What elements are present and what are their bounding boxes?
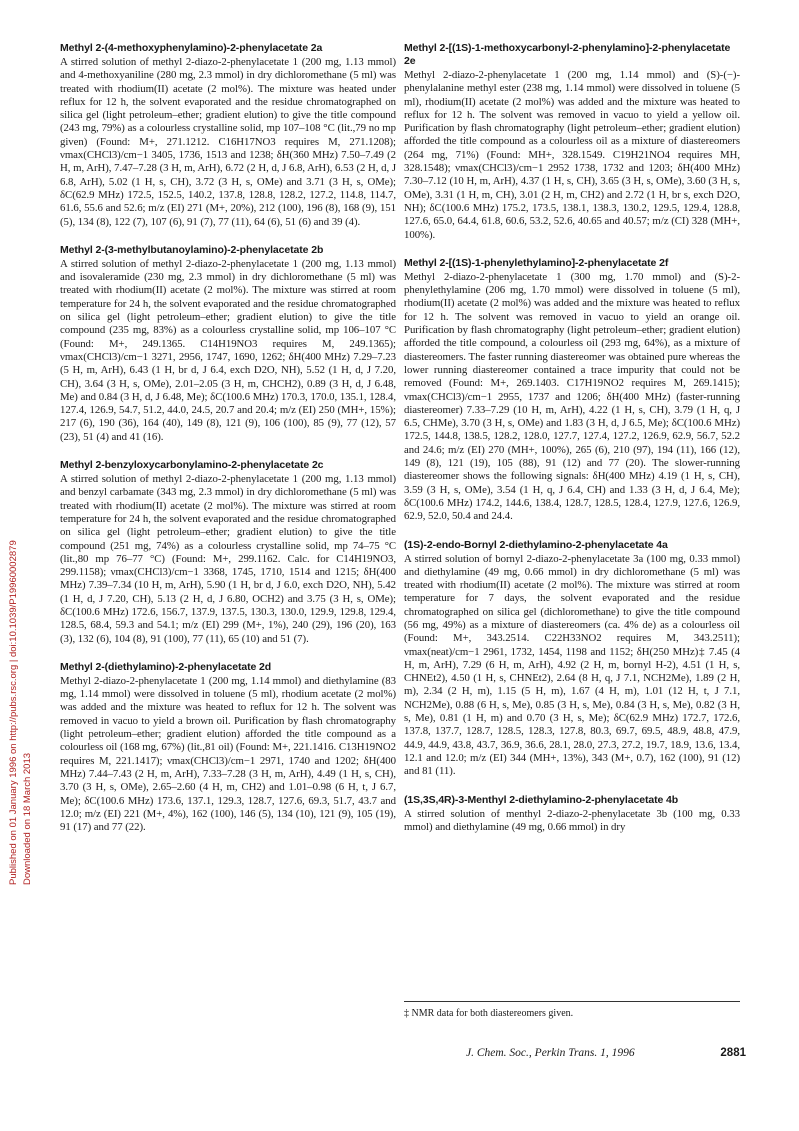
compound-entry-2e [404,42,740,242]
entry-body: A stirred solution of methyl 2-diazo-2-phenylacetate 1 (200 mg, 1.13 mmol) and isovaleramide (230 mg, 2.3 mmol) in dry dichloromethane (5 ml) was treated with rhodium(II) acetate (2 mol%). The mixture was stirred at room temperature for 24 h, the solvent evaporated and the residue chromatographed on silica gel (light petroleum–ether; gradient elution) to give the title compound (235 mg, 83%) as a colourless crystalline solid, mp 106–107 °C (Found: M+, 249.1365. C14H19NO3 requires M, 249.1365); νmax(CHCl3)/cm−1 3271, 2956, 1747, 1690, 1262; δH(400 MHz) 7.29–7.23 (5 H, m, ArH), 6.43 (1 H, br d, J 6.4, exch D2O, NH), 5.52 (1 H, d, J 7.20, CH), 3.64 (3 H, s, OMe), 2.01–2.05 (3 H, m, CHCH2), 0.89 (3 H, d, J 6.48, Me) and 0.84 (3 H, d, J 6.48, Me); δC(100.6 MHz) 170.3, 170.0, 135.1, 128.4, 127.4, 126.9, 54.7, 51.2, 44.0, 24.5, 20.7 and 20.4; m/z (EI) 250 (MH+, 15%); 217 (6), 190 (36), 164 (40), 149 (8), 121 (9), 106 (100), 85 (9), 77 (12), 57 (23), 51 (4) and 41 (16). [60,257,396,443]
page-number: 2881 [720,1047,746,1059]
entry-body: A stirred solution of methyl 2-diazo-2-phenylacetate 1 (200 mg, 1.13 mmol) and 4-methoxyaniline (280 mg, 2.3 mmol) in dry dichloromethane (5 ml) was treated with rhodium(II) acetate (2 mol%). The mixture was heated under reflux for 12 h, the solvent evaporated and the residue chromatographed on silica gel (light petroleum–ether; gradient elution) to give the title compound (243 mg, 79%) as a colourless crystalline solid, mp 107–108 °C (lit.,79 no mp given) (Found: M+, 271.1212. C16H17NO3 requires M, 271.1208); νmax(CHCl3)/cm−1 3405, 1736, 1513 and 1238; δH(360 MHz) 7.50–7.49 (2 H, m, ArH), 7.47–7.28 (3 H, m, ArH), 6.72 (2 H, d, J 6.8, ArH), 6.53 (2 H, d, J 6.8, ArH), 5.02 (1 H, s, CH), 3.72 (3 H, s, OMe) and 3.71 (3 H, s, OMe); δC(62.9 MHz) 172.5, 152.5, 140.2, 137.8, 128.8, 128.2, 127.2, 114.8, 114.7, 61.6, 55.6 and 52.6; m/z (EI) 271 (M+, 20%), 212 (100), 196 (8), 168 (9), 151 (5), 134 (8), 122 (7), 107 (6), 91 (7), 77 (11), 64 (6), 51 (6) and 39 (4). [60,56,396,228]
entry-body: Methyl 2-diazo-2-phenylacetate 1 (200 mg, 1.14 mmol) and (S)-(−)-phenylalanine methyl ester (238 mg, 1.14 mmol) were dissolved in toluene (5 ml), rhodium(II) acetate (2 mol%) was added and the mixture was heated to reflux for 12 h. The solvent was removed in vacuo to yield a yellow oil. Purification by flash chromatography (light petroleum–ether; gradient elution) afforded the title compound as a colourless oil as a mixture of diastereomers (264 mg, 71%) (Found: MH+, 328.1549. C19H21NO4 requires MH, 328.1548); νmax(CHCl3)/cm−1 2952 1738, 1732 and 1203; δH(400 MHz) 7.30–7.12 (10 H, m, ArH), 4.37 (1 H, s, CH), 3.65 (3 H, s, OMe), 3.60 (3 H, s, OMe), 3.31 (1 H, m, CH), 3.01 (2 H, m, CH2) and 2.72 (1 H, br s, exch D2O, NH); δC(100.6 MHz) 175.2, 173.5, 138.1, 138.3, 130.2, 129.5, 129.4, 128.8, 127.6, 65.0, 64.4, 61.8, 60.6, 53.2, 52.6, 40.65 and 40.57; m/z (CI) 328 (MH+, 100%). [404,69,740,241]
compound-entry-2a [60,42,396,229]
left-column [60,42,396,849]
entry-heading: (1S)-2-endo-Bornyl 2-diethylamino-2-phenylacetate 4a [404,538,668,551]
journal-citation: J. Chem. Soc., Perkin Trans. 1, 1996 [466,1047,635,1059]
entry-heading: (1S,3S,4R)-3-Menthyl 2-diethylamino-2-phenylacetate 4b [404,793,679,806]
right-column [404,42,740,849]
compound-entry-2b [60,244,396,444]
entry-heading: Methyl 2-(4-methoxyphenylamino)-2-phenylacetate 2a [60,42,323,54]
download-sidebar [6,0,42,1131]
entry-body: A stirred solution of bornyl 2-diazo-2-phenylacetate 3a (100 mg, 0.33 mmol) and diethylamine (49 mg, 0.66 mmol) in dry dichloromethane (5 ml) was treated with rhodium(II) acetate (2 mol%). The mixture was stirred at room temperature for 7 days, the solvent evaporated and the residue chromatographed on silica gel (dichloromethane) to give the title compound (56 mg, 49%) as a mixture of diastereomers (ca. 4% de) as a colourless oil (Found: M+, 343.2514. C22H33NO2 requires M, 343.2511); νmax(neat)/cm−1 2961, 1732, 1454, 1198 and 1152; δH(250 MHz)‡ 7.45 (4 H, m, ArH), 7.29 (6 H, m, ArH), 4.92 (2 H, m, bornyl H-2), 4.51 (1 H, s, CHNEt2), 4.50 (1 H, s, CHNEt2), 2.64 (8 H, q, J 7.1, NCH2Me), 1.89 (2 H, m), 2.34 (2 H, m), 1.15 (5 H, m), 1.67 (4 H, m), 1.01 (12 H, t, J 7.1, NCH2Me), 0.88 (6 H, s, Me), 0.85 (3 H, s, Me), 0.84 (3 H, s, Me), 0.82 (3 H, s, Me), 0.81 (1 H, m) and 0.70 (3 H, s, Me); δC(62.9 MHz) 172.7, 172.6, 137.8, 137.7, 128.7, 128.5, 128.3, 127.8, 80.3, 69.7, 69.5, 48.9, 48.8, 47.9, 44.9, 44.9, 43.8, 43.7, 36.9, 36.6, 28.1, 28.0, 27.3, 27.2, 19.7, 18.9, 13.6, 13.4, 12.1 and 12.0; m/z (EI) 344 (MH+, 13%), 343 (M+, 0.7), 162 (100), 91 (12) and 81 (11). [404,552,740,778]
entry-body: Methyl 2-diazo-2-phenylacetate 1 (200 mg, 1.14 mmol) and diethylamine (83 mg, 1.14 mmol) were dissolved in toluene (5 ml), rhodium acetate (2 mol%) was added and the mixture was heated to reflux for 12 h. The solvent was removed in vacuo to yield a brown oil. Purification by flash chromatography (light petroleum–ether; gradient elution) afforded the title compound as a colourless oil (168 mg, 67%) (lit.,81 oil) (Found: M+, 221.1416. C13H19NO2 requires M, 221.1417); νmax(CHCl3)/cm−1 2971, 1740 and 1202; δH(400 MHz) 7.44–7.43 (2 H, m, ArH), 7.33–7.28 (3 H, m, ArH), 4.49 (1 H, s, CH), 3.70 (3 H, s, OMe), 2.65–2.60 (4 H, m, CH2) and 1.01–0.98 (6 H, t, J 6.7, Me); δC(100.6 MHz) 173.6, 137.1, 129.3, 128.7, 127.6, 69.3, 51.7, 43.7 and 12.0; m/z (EI) 221 (M+, 4%), 162 (100), 146 (5), 134 (10), 121 (9), 105 (19), 91 (17) and 77 (22). [60,674,396,834]
compound-entry-2c [60,459,396,646]
compound-entry-4b [404,794,740,835]
downloaded-notice: Downloaded on 18 March 2013 [22,752,33,885]
footnote-divider [404,1001,740,1002]
entry-body: A stirred solution of menthyl 2-diazo-2-phenylacetate 3b (100 mg, 0.33 mmol) and diethylamine (49 mg, 0.66 mmol) in dry [404,807,740,833]
compound-entry-2d [60,661,396,835]
entry-heading: Methyl 2-(diethylamino)-2-phenylacetate 2d [60,660,272,673]
entry-body: A stirred solution of methyl 2-diazo-2-phenylacetate 1 (200 mg, 1.13 mmol) and benzyl carbamate (343 mg, 2.3 mmol) in dry dichloromethane (5 ml) was treated with rhodium(II) acetate (2 mol%). The mixture was stirred at room temperature for 24 h, the solvent evaporated and the residue chromatographed on silica gel (light petroleum–ether; gradient elution) to give the title compound (251 mg, 74%) as a colourless crystalline solid, mp 74–75 °C (lit.,80 mp 76–77 °C) (Found: M+, 299.1162. Calc. for C14H19NO3, 299.1158); νmax(CHCl3)/cm−1 3368, 1745, 1710, 1514 and 1215; δH(400 MHz) 7.39–7.34 (10 H, m, ArH), 5.90 (1 H, br d, J 6.0, exch D2O, NH), 5.42 (1 H, d, J 7.20, CH), 5.13 (2 H, d, J 6.80, OCH2) and 3.75 (3 H, s, OMe); δC(100.6 MHz) 172.6, 156.7, 137.9, 137.5, 130.3, 130.0, 129.9, 129.8, 129.4, 128.5, 68.4, 59.3 and 54.1; m/z (EI) 299 (M+, 1%), 240 (29), 196 (20), 163 (3), 132 (6), 104 (8), 91 (100), 77 (11), 65 (10) and 51 (7). [60,473,396,645]
entry-body: Methyl 2-diazo-2-phenylacetate 1 (300 mg, 1.70 mmol) and (S)-2-phenylethylamine (206 mg, 1.70 mmol) were dissolved in toluene (5 ml), rhodium(II) acetate (2 mol%) was added and the mixture was heated to reflux for 12 h. The solvent was removed in vacuo to yield an orange oil. Purification by flash chromatography (light petroleum–ether; gradient elution) afforded the title compound, a colourless oil (293 mg, 64%), as a mixture of diastereomers. The faster running diastereomer was obtained pure whereas the lower running diastereomer contained a trace impurity that could not be removed (Found: M+, 269.1403. C17H19NO2 requires M, 269.1415); νmax(CHCl3)/cm−1 2955, 1737 and 1206; δH(400 MHz) (faster-running diastereomer) 7.33–7.29 (10 H, m, ArH), 4.22 (1 H, s, CH), 3.79 (1 H, q, J 6.5, CHMe), 3.70 (3 H, s, OMe) and 1.83 (3 H, d, J 6.5, Me); δC(100.6 MHz) 172.5, 144.8, 138.5, 128.2, 128.0, 127.7, 127.4, 127.2, 126.9, 62.9, 56.7, 52.2 and 24.6; m/z (EI) 270 (MH+, 100%), 265 (6), 210 (97), 194 (11), 166 (12), 149 (8), 121 (19), 105 (88), 91 (12) and 77 (20). The slower-running diastereomer shows the following signals: δH(400 MHz) 4.19 (1 H, s, CH), 3.59 (3 H, s, OMe), 3.54 (1 H, q, J 6.4, CH) and 1.33 (3 H, d, J 6.4, Me); δC(100.6 MHz) 174.2, 144.6, 138.4, 128.7, 128.5, 128.4, 127.9, 127.6, 126.9, 62.9, 52.0, 50.4 and 24.4. [404,270,740,523]
footnote: ‡ NMR data for both diastereomers given. [404,1008,574,1019]
compound-entry-2f [404,257,740,524]
entry-heading: Methyl 2-benzyloxycarbonylamino-2-phenylacetate 2c [60,459,324,472]
entry-heading: Methyl 2-[(1S)-1-phenylethylamino]-2-phenylacetate 2f [404,256,669,269]
entry-heading: Methyl 2-[(1S)-1-methoxycarbonyl-2-phenylamino]-2-phenylacetate 2e [404,42,731,67]
page-footer [466,1047,746,1059]
compound-entry-4a [404,539,740,779]
published-notice[interactable]: Published on 01 January 1996 on http://pubs.rsc.org | doi:10.1039/P19960002879 [8,540,19,885]
entry-heading: Methyl 2-(3-methylbutanoylamino)-2-phenylacetate 2b [60,243,324,256]
